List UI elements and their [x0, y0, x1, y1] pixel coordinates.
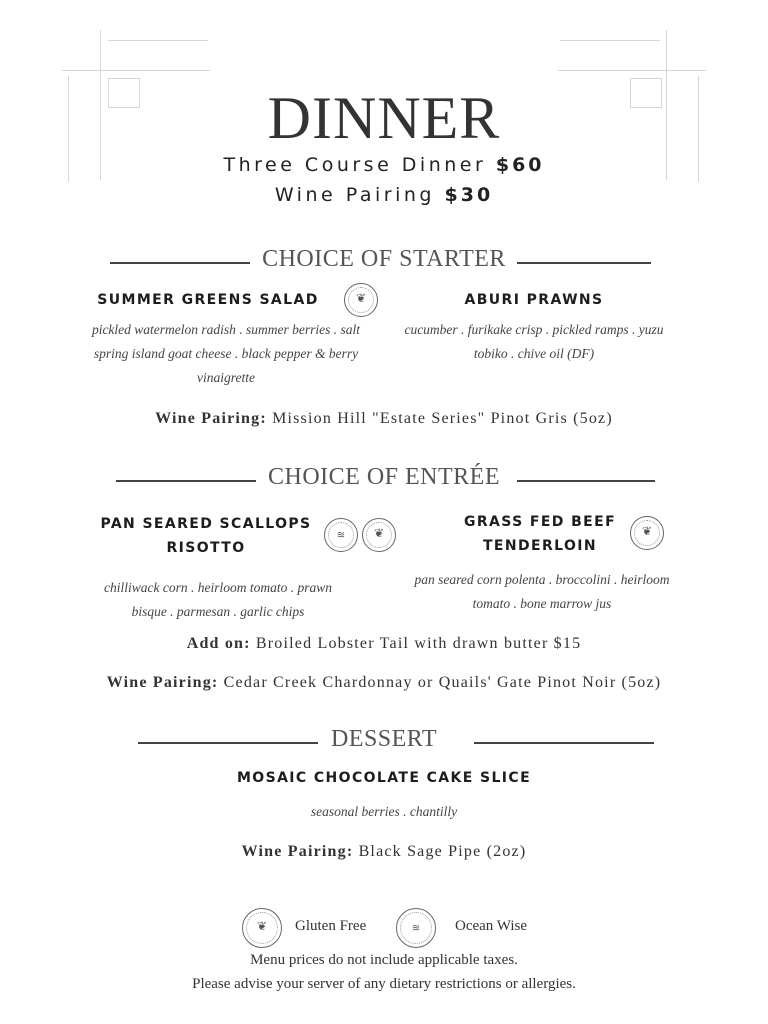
gluten-free-icon: ❦ [344, 283, 378, 317]
legend-ocean-wise: Ocean Wise [455, 918, 528, 934]
divider-rule [474, 742, 654, 744]
dish-name-scallops: PAN SEARED SCALLOPS RISOTTO [100, 516, 312, 556]
section-heading-entree: CHOICE OF ENTRÉE [268, 464, 500, 490]
divider-rule [517, 262, 651, 264]
section-heading-dessert: DESSERT [330, 726, 438, 752]
starter-wine-pairing: Wine Pairing: Mission Hill "Estate Series" Pinot Gris (5oz) [155, 410, 613, 427]
gluten-free-icon: ❦ [362, 518, 396, 552]
gluten-free-icon: ❦ [630, 516, 664, 550]
legend-gluten-free: Gluten Free [295, 918, 367, 934]
dish-desc-scallops: chilliwack corn . heirloom tomato . prawn bisque . parmesan . garlic chips [104, 580, 332, 619]
wine-pairing-label: Wine Pairing [274, 184, 435, 206]
gluten-free-icon: ❦ [242, 908, 282, 948]
ocean-wise-icon: ≋ [324, 518, 358, 552]
divider-rule [517, 480, 655, 482]
dish-desc-beef-tenderloin: pan seared corn polenta . broccolini . heirloom tomato . bone marrow jus [414, 572, 670, 611]
dish-name-beef-tenderloin: GRASS FED BEEF TENDERLOIN [463, 514, 617, 554]
three-course-line [0, 154, 768, 176]
dish-desc-summer-greens: pickled watermelon radish . summer berries . salt spring island goat cheese . black pepper & berry vinaigrette [91, 322, 361, 385]
wine-pairing-price-line [0, 184, 768, 206]
dish-name-aburi-prawns: ABURI PRAWNS [464, 292, 604, 308]
three-course-price: $60 [495, 154, 545, 176]
footer-allergy-note: Please advise your server of any dietary restrictions or allergies. [192, 976, 576, 992]
section-heading-starter: CHOICE OF STARTER [262, 246, 506, 272]
three-course-label: Three Course Dinner [223, 154, 487, 176]
ocean-wise-icon: ≋ [396, 908, 436, 948]
dish-desc-chocolate-cake: seasonal berries . chantilly [310, 804, 458, 819]
dish-name-chocolate-cake: MOSAIC CHOCOLATE CAKE SLICE [236, 770, 532, 786]
dish-name-summer-greens: SUMMER GREENS SALAD [97, 292, 319, 308]
entree-addon: Add on: Broiled Lobster Tail with drawn butter $15 [186, 635, 582, 652]
dish-desc-aburi-prawns: cucumber . furikake crisp . pickled ramps . yuzu tobiko . chive oil (DF) [404, 322, 664, 361]
dessert-wine-pairing: Wine Pairing: Black Sage Pipe (2oz) [241, 843, 527, 860]
page-title: DINNER [267, 85, 501, 151]
footer-taxes-note: Menu prices do not include applicable taxes. [250, 952, 518, 968]
entree-wine-pairing: Wine Pairing: Cedar Creek Chardonnay or Quails' Gate Pinot Noir (5oz) [106, 674, 662, 691]
wine-pairing-price: $30 [444, 184, 494, 206]
